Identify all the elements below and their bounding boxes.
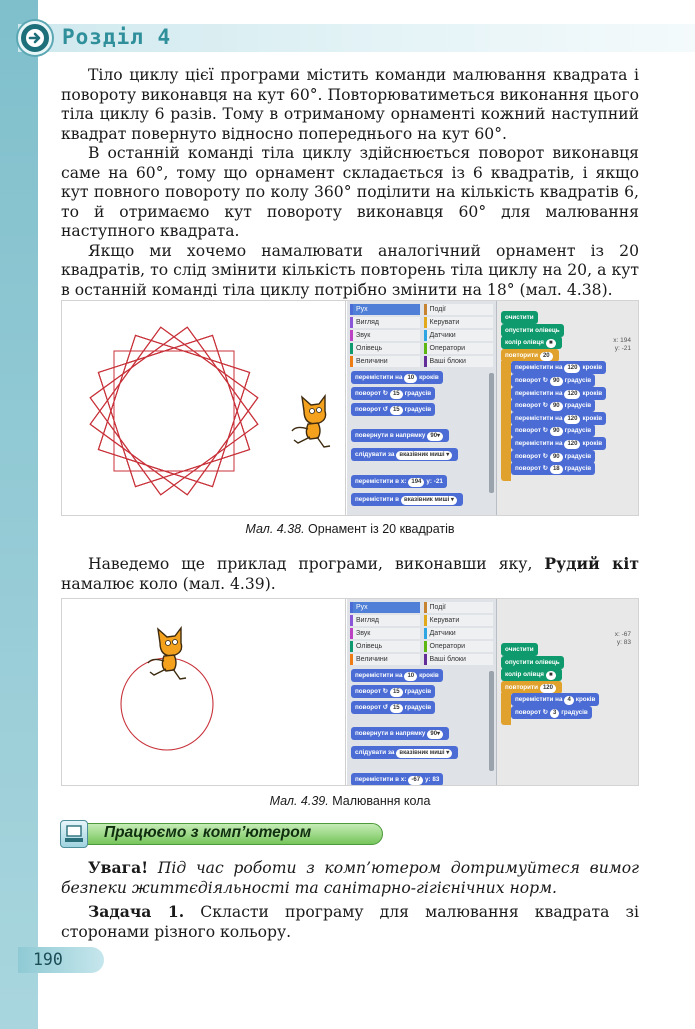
computer-icon bbox=[60, 820, 88, 848]
paragraph: Якщо ми хочемо намалювати аналогічний орнамент із 20 квадратів, то слід змінити кількість повторень тіла циклу на 20, а кут в останній команді тіла циклу потрібно змінити на 18° (мал. 4.38). bbox=[61, 241, 639, 299]
circle-drawing bbox=[62, 599, 346, 786]
figure2-caption bbox=[61, 794, 639, 808]
code-block[interactable]: слідувати за вказівник миші ▾ bbox=[351, 746, 458, 759]
category-tab[interactable]: Оператори bbox=[424, 343, 494, 354]
code-block[interactable]: поворот ↻ 15 градусів bbox=[351, 387, 435, 400]
task-label: Задача 1. bbox=[88, 902, 185, 921]
script-area[interactable] bbox=[497, 599, 639, 785]
warning-body: Під час роботи з комп’ютером дотримуйтеся вимог безпеки життєдіяльності та санітарно-гігієнічних норм. bbox=[61, 859, 639, 897]
ornament-square bbox=[90, 327, 258, 495]
caption-number: Мал. 4.39. bbox=[269, 794, 329, 808]
ornament-square bbox=[114, 351, 234, 471]
code-block[interactable]: колір олівця ■ bbox=[501, 336, 562, 349]
code-block[interactable]: колір олівця ■ bbox=[501, 668, 562, 681]
category-tab[interactable]: Рух bbox=[350, 304, 420, 315]
code-block[interactable]: поворот ↺ 15 градусів bbox=[351, 701, 435, 714]
task-body: Скласти програму для малювання квадрата зі сторонами різного кольору. bbox=[61, 903, 639, 941]
code-block[interactable]: поворот ↺ 15 градусів bbox=[351, 403, 435, 416]
caption-text: Малювання кола bbox=[328, 794, 431, 808]
figure-ornament bbox=[61, 300, 639, 516]
ornament-square bbox=[90, 327, 258, 495]
ornament-square bbox=[98, 335, 249, 486]
figure1-caption bbox=[61, 522, 639, 536]
cat-sprite-icon bbox=[284, 393, 344, 455]
category-tab[interactable]: Вигляд bbox=[350, 615, 420, 626]
ornament-square bbox=[90, 327, 258, 495]
category-tab[interactable]: Датчики bbox=[424, 330, 494, 341]
paragraph: В останній команді тіла циклу здійснюється поворот виконавця саме на 60°, тому що орнамент складається із 6 квадратів, і якщо кут повного повороту по колу 360° поділити на кількість квадратів 6, то й отримаємо кут повороту виконавця 60° для малювання наступного квадрата. bbox=[61, 144, 639, 240]
code-block[interactable]: поворот ↻ 90 градусів bbox=[511, 450, 595, 463]
ornament-square bbox=[98, 335, 249, 486]
code-block[interactable]: перемістити на 120 кроків bbox=[511, 437, 606, 450]
blocks-palette[interactable] bbox=[347, 301, 497, 515]
intro-text bbox=[61, 66, 639, 300]
stage-area[interactable] bbox=[62, 599, 346, 785]
code-block[interactable]: поворот ↻ 90 градусів bbox=[511, 374, 595, 387]
category-tab[interactable]: Події bbox=[424, 602, 494, 613]
category-tab[interactable]: Олівець bbox=[350, 343, 420, 354]
code-block[interactable]: слідувати за вказівник миші ▾ bbox=[351, 448, 458, 461]
code-block[interactable]: поворот ↻ 15 градусів bbox=[351, 685, 435, 698]
text-run: намалює коло (мал. 4.39). bbox=[61, 574, 276, 593]
section-banner bbox=[60, 820, 385, 848]
sprite-y-coord: y: 83 bbox=[616, 639, 631, 646]
category-tab[interactable]: Події bbox=[424, 304, 494, 315]
category-tab[interactable]: Рух bbox=[350, 602, 420, 613]
category-tab[interactable]: Величини bbox=[350, 356, 420, 367]
ornament-square bbox=[90, 327, 258, 495]
code-block[interactable]: перемістити на 120 кроків bbox=[511, 387, 606, 400]
category-tab[interactable]: Ваші блоки bbox=[424, 356, 494, 367]
emphasis-text: Рудий кіт bbox=[544, 554, 639, 573]
ornament-square bbox=[98, 335, 249, 486]
category-tab[interactable]: Звук bbox=[350, 330, 420, 341]
category-tab[interactable]: Вигляд bbox=[350, 317, 420, 328]
ornament-square bbox=[98, 335, 249, 486]
palette-scrollbar[interactable] bbox=[489, 373, 494, 493]
category-tab[interactable]: Величини bbox=[350, 654, 420, 665]
ornament-square bbox=[114, 351, 234, 471]
sprite-y-coord: y: -21 bbox=[614, 345, 631, 352]
caption-number: Мал. 4.38. bbox=[245, 522, 305, 536]
ornament-square bbox=[98, 335, 249, 486]
code-block[interactable]: повторити 20 bbox=[501, 349, 559, 362]
category-tab[interactable]: Керувати bbox=[424, 317, 494, 328]
code-block[interactable]: поворот ↻ 3 градусів bbox=[511, 706, 592, 719]
figure-circle bbox=[61, 598, 639, 786]
code-block[interactable]: перемістити на 4 кроків bbox=[511, 693, 599, 706]
warning-label: Увага! bbox=[88, 858, 149, 877]
chapter-arrow-icon bbox=[18, 21, 52, 55]
blocks-palette[interactable] bbox=[347, 599, 497, 785]
palette-scrollbar[interactable] bbox=[489, 671, 494, 771]
category-tab[interactable]: Оператори bbox=[424, 641, 494, 652]
text-run: Наведемо ще приклад програми, виконавши яку, bbox=[88, 555, 545, 573]
stage-area[interactable] bbox=[62, 301, 346, 515]
warning-text bbox=[61, 858, 639, 898]
sprite-x-coord: x: 194 bbox=[613, 337, 631, 344]
ornament-square bbox=[114, 351, 234, 471]
code-block[interactable]: опустити олівець bbox=[501, 324, 564, 337]
ornament-square bbox=[98, 335, 249, 486]
loop-frame bbox=[501, 361, 511, 480]
code-block[interactable]: поворот ↻ 18 градусів bbox=[511, 462, 595, 475]
code-block[interactable]: повернути в напрямку 90▾ bbox=[351, 429, 449, 442]
ornament-square bbox=[90, 327, 258, 495]
category-tab[interactable]: Датчики bbox=[424, 628, 494, 639]
code-block[interactable]: повторити 120 bbox=[501, 681, 562, 694]
code-block[interactable]: очистити bbox=[501, 643, 538, 656]
paragraph: Тіло циклу цієї програми містить команди малювання квадрата і повороту виконавця на кут 60°. Повторюватиметься виконання цього тіла циклу 6 разів. Тому в отриманому орнаменті кожний наступний квадрат повернуто відносно попереднього на кут 60°. bbox=[61, 66, 639, 143]
code-block[interactable]: перемістити на 120 кроків bbox=[511, 412, 606, 425]
category-tab[interactable]: Олівець bbox=[350, 641, 420, 652]
page-number: 190 bbox=[33, 950, 63, 969]
ornament-square bbox=[98, 335, 249, 486]
ornament-square bbox=[98, 335, 249, 486]
cat-sprite-icon bbox=[140, 625, 200, 687]
category-tab[interactable]: Керувати bbox=[424, 615, 494, 626]
code-block[interactable]: очистити bbox=[501, 311, 538, 324]
ornament-square bbox=[90, 327, 258, 495]
code-block[interactable]: повернути в напрямку 90▾ bbox=[351, 727, 449, 740]
caption-text: Орнамент із 20 квадратів bbox=[304, 522, 455, 536]
code-block[interactable]: перемістити на 10 кроків bbox=[351, 371, 443, 384]
code-block[interactable]: опустити олівець bbox=[501, 656, 564, 669]
category-tab[interactable]: Звук bbox=[350, 628, 420, 639]
circle-intro-text bbox=[61, 554, 639, 594]
code-block[interactable]: перемістити в x: -67 y: 83 bbox=[351, 773, 443, 786]
ornament-square bbox=[114, 351, 234, 471]
code-block[interactable]: поворот ↻ 90 градусів bbox=[511, 424, 595, 437]
code-block[interactable]: перемістити на 10 кроків bbox=[351, 669, 443, 682]
ornament-square bbox=[90, 327, 258, 495]
code-block[interactable]: поворот ↻ 90 градусів bbox=[511, 399, 595, 412]
code-block[interactable]: перемістити в x: 194 y: -21 bbox=[351, 475, 447, 488]
category-tab[interactable]: Ваші блоки bbox=[424, 654, 494, 665]
chapter-title: Розділ 4 bbox=[62, 25, 172, 49]
task-text bbox=[61, 902, 639, 942]
ornament-square bbox=[90, 327, 258, 495]
section-title: Працюємо з комп’ютером bbox=[104, 824, 312, 841]
code-block[interactable]: перемістити на 120 кроків bbox=[511, 361, 606, 374]
code-block[interactable]: перемістити в вказівник миші ▾ bbox=[351, 493, 463, 506]
left-margin-strip bbox=[0, 0, 38, 1029]
loop-frame bbox=[501, 693, 511, 724]
sprite-x-coord: x: -67 bbox=[614, 631, 631, 638]
script-area[interactable] bbox=[497, 301, 639, 515]
